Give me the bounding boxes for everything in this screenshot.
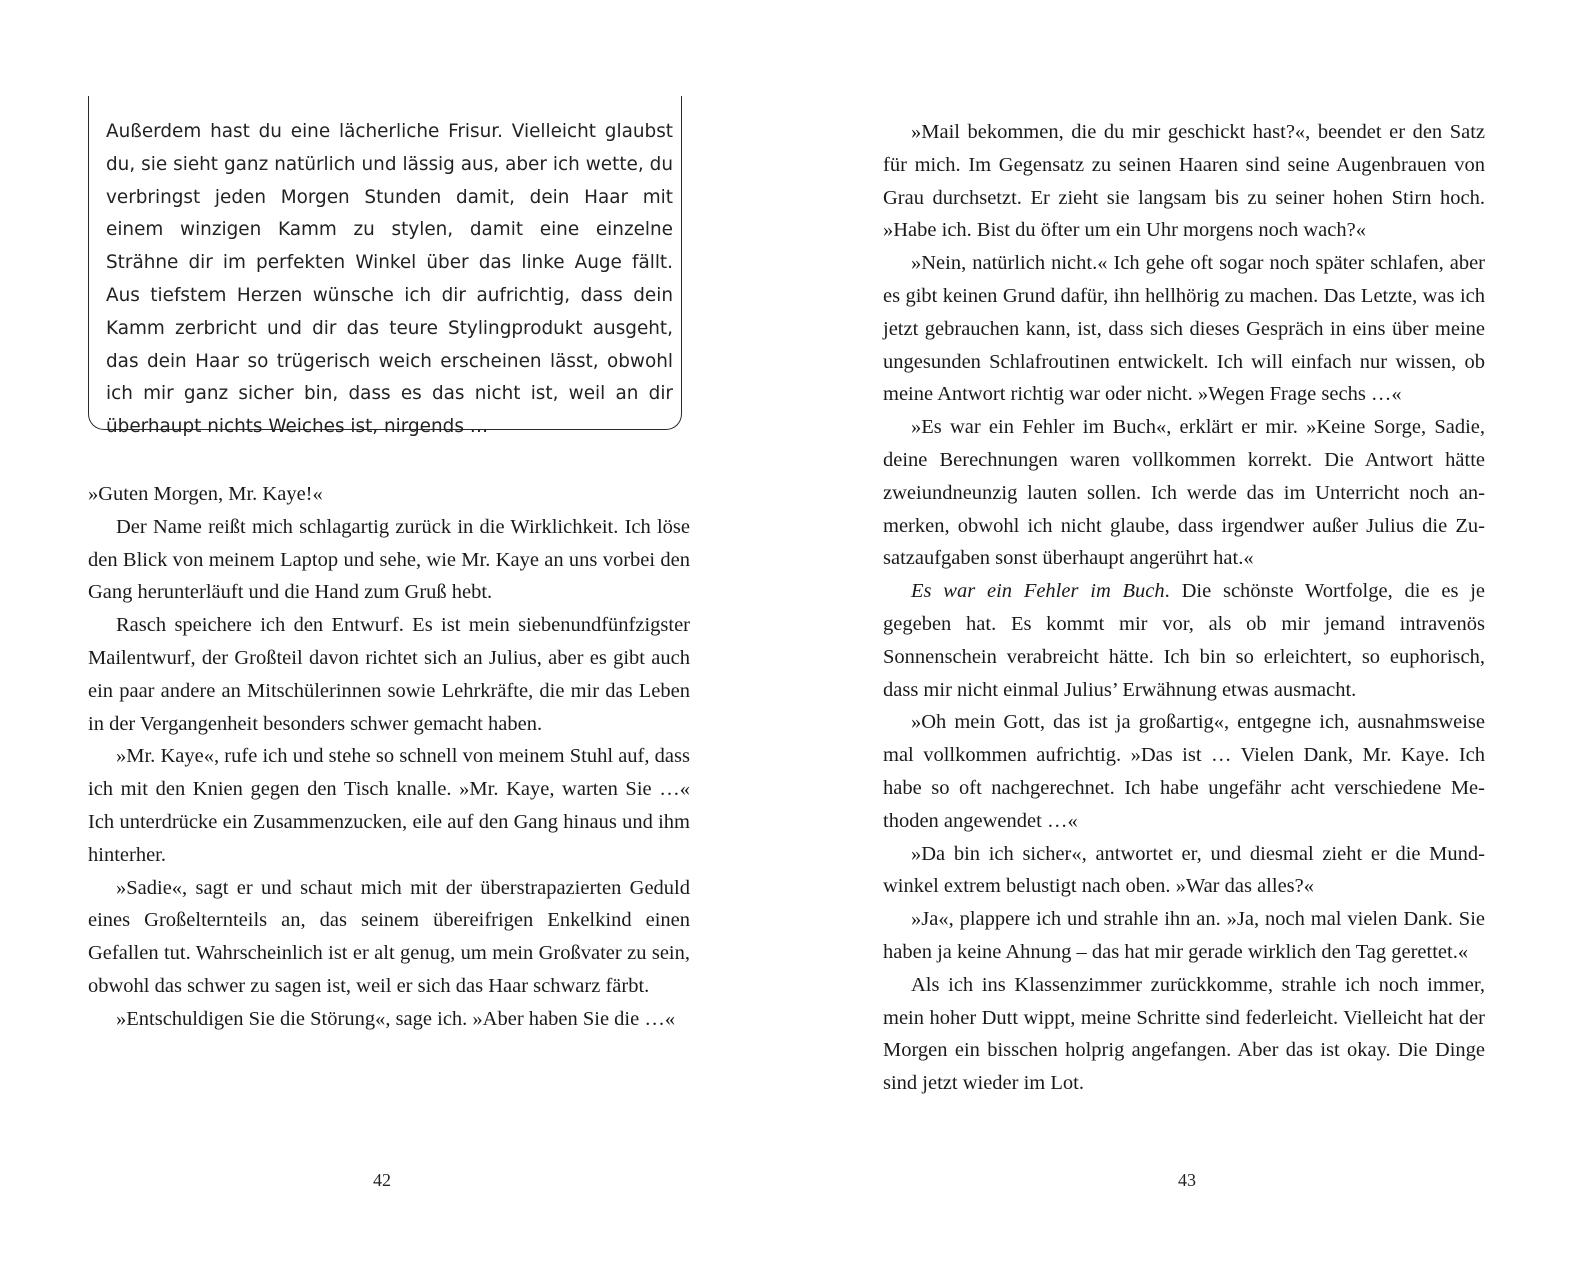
paragraph: Der Name reißt mich schlagartig zurück in die Wirklichkeit. Ich löse den Blick von meinem Laptop und sehe, wie Mr. Kaye an uns vorbei den Gang herunterläuft und die Hand zum Gruß hebt. [88,515,690,604]
paragraph: »Mr. Kaye«, rufe ich und stehe so schnell von meinem Stuhl auf, dass ich mit den Knien gegen den Tisch knalle. »Mr. Kaye, warten Sie …« Ich unterdrücke ein Zusammenzucken, eile auf den Gang hinaus und ihm hinterher. [88,745,690,866]
italic-phrase: Es war ein Fehler im Buch [911,580,1165,603]
paragraph: »Ja«, plappere ich und strahle ihn an. »Ja, noch mal vielen Dank. Sie haben ja keine Ahnung – das hat mir gerade wirklich den Tag gerettet.« [883,908,1485,963]
page-number: 42 [373,1170,391,1190]
email-draft-box [88,96,682,438]
paragraph: »Da bin ich sicher«, antwortet er, und diesmal zieht er die Mundwinkel extrem belustigt nach oben. »War das alles?« [883,842,1485,898]
left-page-body [88,478,690,1036]
paragraph: »Entschuldigen Sie die Störung«, sage ich. »Aber haben Sie die …« [116,1007,676,1030]
paragraph: »Guten Morgen, Mr. Kaye!« [88,483,323,505]
paragraph: »Sadie«, sagt er und schaut mich mit der überstrapazierten Geduld eines Großelternteils an, das seinem übereifrigen Enkelkind einen Gefallen tut. Wahrscheinlich ist er alt genug, um mein Großvater zu sein, obwohl das schwer zu sagen ist, weil er sich das Haar schwarz färbt. [88,876,690,997]
paragraph: »Nein, natürlich nicht.« Ich gehe oft sogar noch später schlafen, aber es gibt keinen Grund dafür, ihn hellhörig zu machen. Das Letzte, was ich jetzt gebrauchen kann, ist, dass sich dieses Gespräch in eins über meine ungesunden Schlafroutinen entwickelt. Ich will einfach nur wissen, ob meine Antwort richtig war oder nicht. »Wegen Frage sechs …« [883,252,1485,406]
right-page-body [883,116,1485,1100]
paragraph [883,575,1485,706]
paragraph: »Es war ein Fehler im Buch«, erklärt er mir. »Keine Sorge, Sadie, deine Berechnungen waren vollkommen korrekt. Die Antwort hätte zweiundneunzig lauten sollen. Ich werde das im Unterricht noch anmerken, obwohl ich nicht glaube, dass irgendwer außer Julius die Zusatzaufgaben sonst überhaupt angerührt hat.« [883,416,1485,570]
paragraph: »Oh mein Gott, das ist ja großartig«, entgegne ich, ausnahmsweise mal vollkommen aufrichtig. »Das ist … Vielen Dank, Mr. Kaye. Ich habe so oft nachgerechnet. Ich habe ungefähr acht verschiedene Methoden angewendet …« [883,711,1485,832]
paragraph: Als ich ins Klassenzimmer zurückkomme, strahle ich noch immer, mein hoher Dutt wippt, meine Schritte sind federleicht. Vielleicht hat der Morgen ein bisschen holprig angefangen. Aber das ist okay. Die Dinge sind jetzt wieder im Lot. [883,973,1485,1095]
paragraph-text: . Die schönste Wortfolge, die es je gegeben hat. Es kommt mir vor, als ob mir jemand intravenös Sonnenschein verabreicht hätte. Ich bin so erleichtert, so euphorisch, dass mir nicht einmal Julius’ Erwähnung etwas ausmacht. [883,580,1486,701]
page-number: 43 [1178,1170,1196,1190]
right-page [797,0,1594,1270]
email-draft-text: Außerdem hast du eine lächerliche Frisur. Vielleicht glaubst du, sie sieht ganz natürlich und lässig aus, aber ich wette, du verbringst jeden Morgen Stunden damit, dein Haar mit einem winzigen Kamm zu stylen, damit eine einzelne Strähne dir im perfekten Winkel über das linke Auge fällt. Aus tiefstem Herzen wünsche ich dir aufrichtig, dass dein Kamm zerbricht und dir das teure Stylingprodukt ausgeht, das dein Haar so trügerisch weich erscheinen lässt, obwohl ich mir ganz sicher bin, dass es das nicht ist, weil an dir überhaupt nichts Weiches ist, nirgends … [106,121,673,438]
paragraph: »Mail bekommen, die du mir geschickt hast?«, beendet er den Satz für mich. Im Gegensatz zu seinen Haaren sind seine Augenbrauen von Grau durchsetzt. Er zieht sie langsam bis zu seiner hohen Stirn hoch. »Habe ich. Bist du öfter um ein Uhr morgens noch wach?« [883,121,1485,242]
paragraph: Rasch speichere ich den Entwurf. Es ist mein siebenundfünfzigster Mailentwurf, der Großteil davon richtet sich an Julius, aber es gibt auch ein paar andere an Mitschülerinnen sowie Lehrkräfte, die mir das Leben in der Vergangenheit besonders schwer gemacht haben. [88,614,690,735]
